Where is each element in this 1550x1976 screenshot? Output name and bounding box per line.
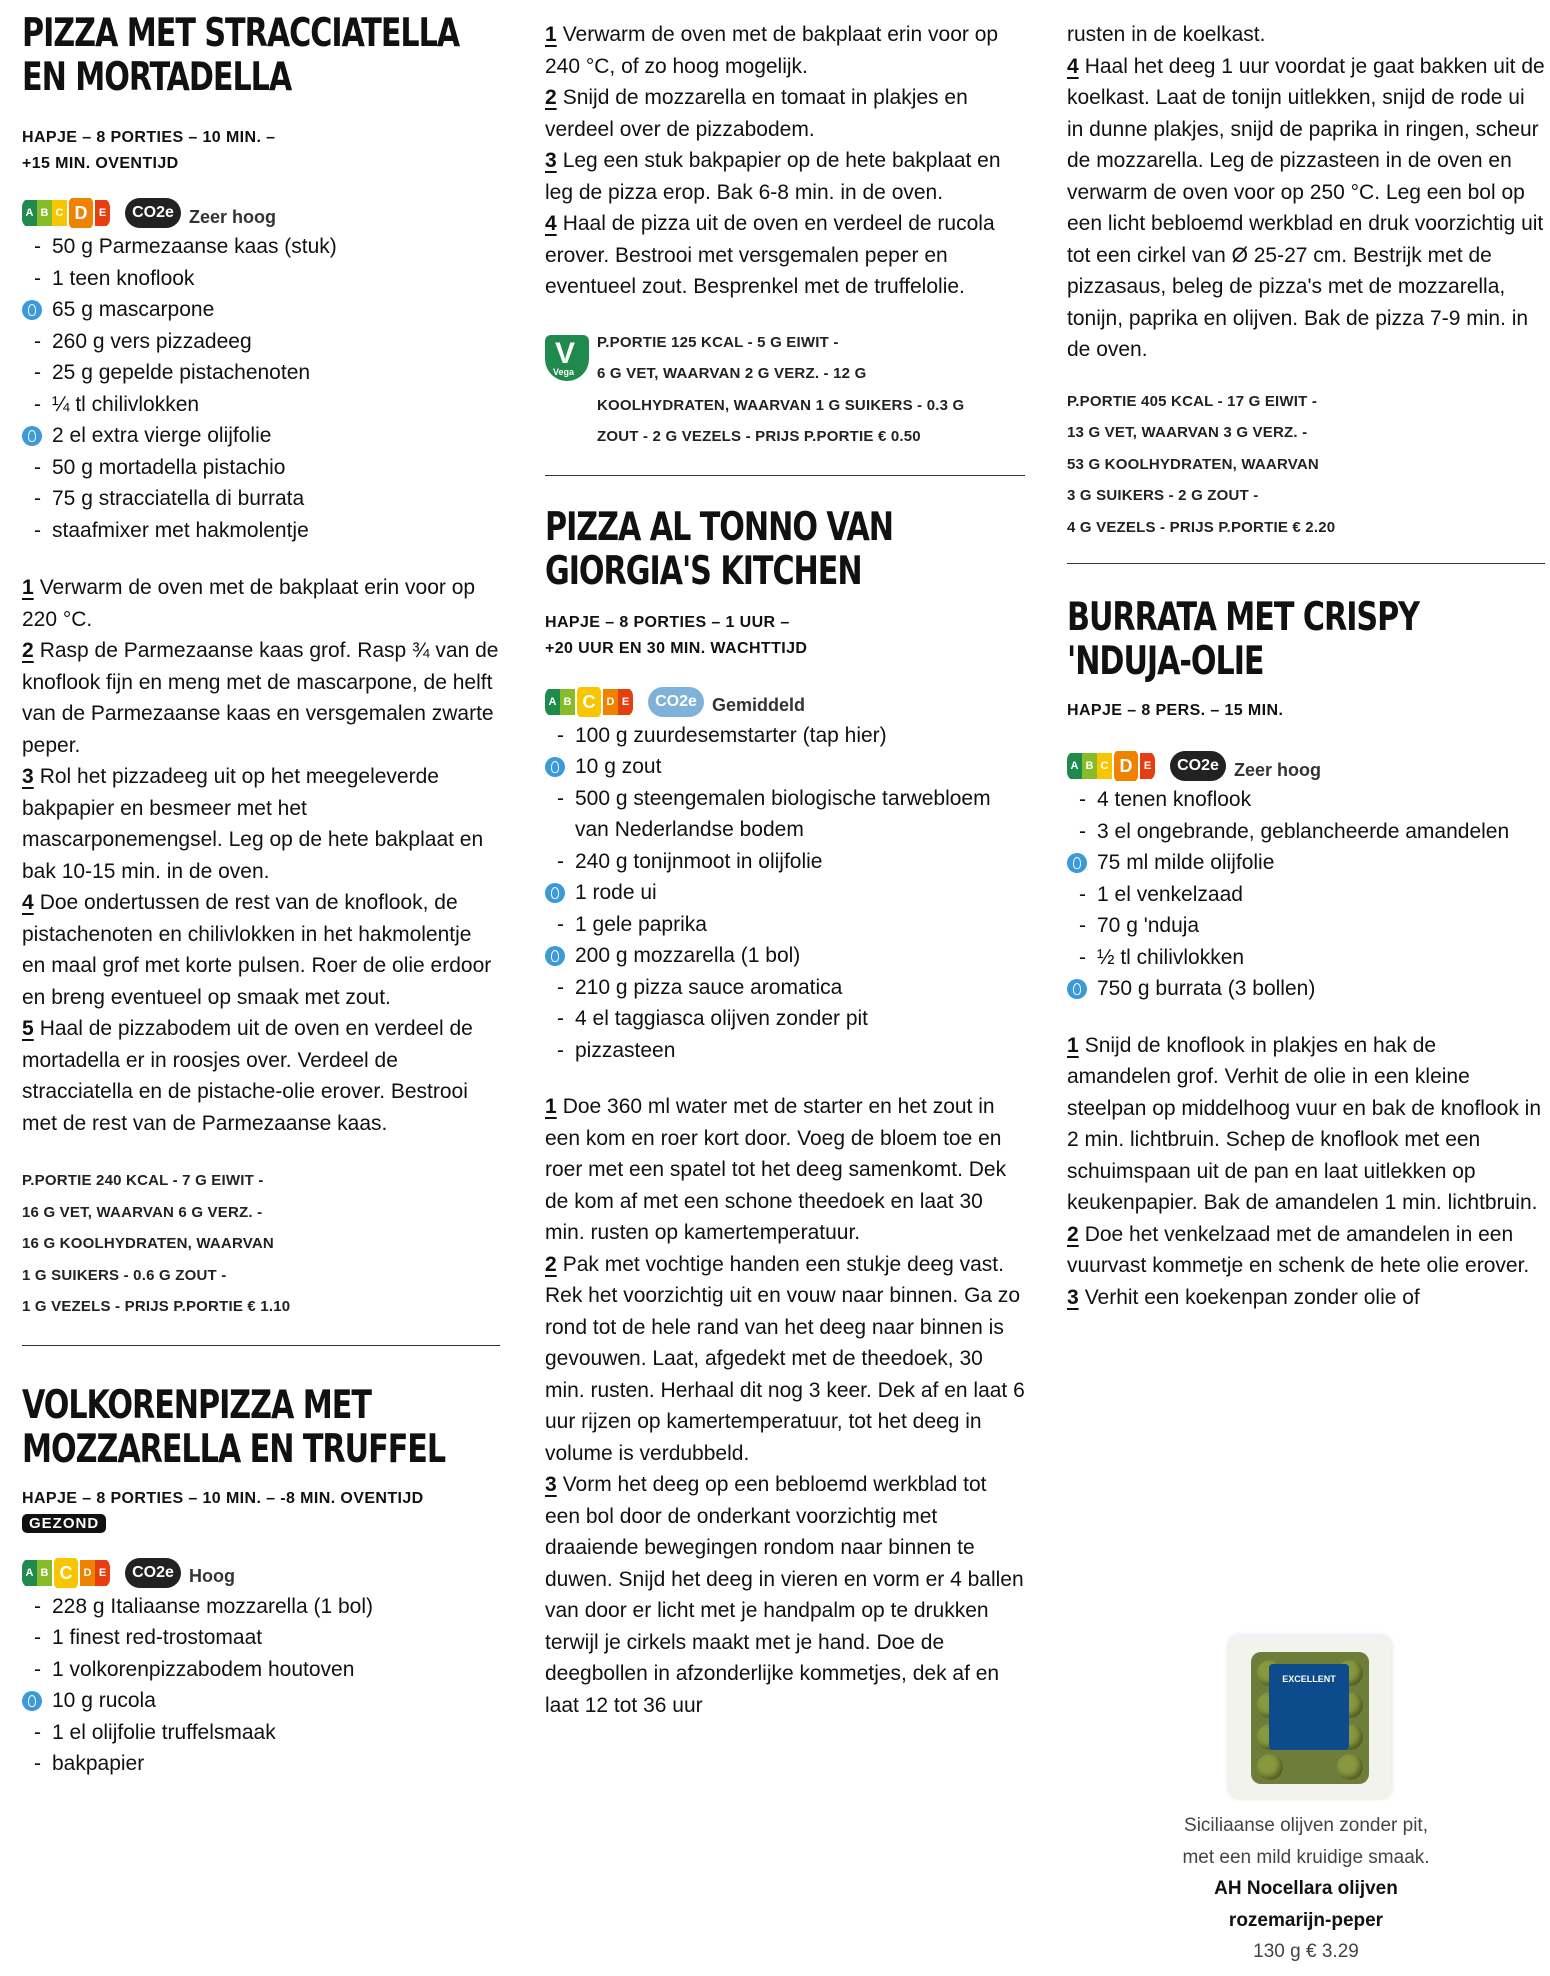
nutriscore-badge <box>22 198 110 228</box>
step <box>545 1249 1025 1470</box>
recipe-stracciatella <box>22 12 500 1323</box>
nutrition-info <box>1067 386 1545 544</box>
co2-label: Hoog <box>189 1566 235 1586</box>
step-number: 3 <box>545 149 557 172</box>
co2-label: Zeer hoog <box>189 206 277 227</box>
ingredient-item <box>22 231 500 263</box>
ingredient-text: 1 volkorenpizzabodem houtoven <box>52 1657 355 1681</box>
step <box>22 635 500 761</box>
ingredient-text: 750 g burrata (3 bollen) <box>1097 977 1316 1000</box>
ingredient-item <box>1067 973 1545 1005</box>
ingredient-text: 25 g gepelde pistachenoten <box>52 361 311 384</box>
nutrition-line: ZOUT - 2 G VEZELS - PRIJS P.PORTIE € 0.50 <box>597 428 921 445</box>
product-caption: Siciliaanse olijven zonder pit, met een mild kruidige smaak. AH Nocellara olijven rozemarijn-peper 130 g € 3.29 <box>1067 1810 1545 1968</box>
product-price: 130 g € 3.29 <box>1253 1941 1359 1962</box>
step-number: 3 <box>22 765 34 788</box>
step-number: 2 <box>545 86 557 109</box>
ingredient-text: pizzasteen <box>575 1038 676 1062</box>
step <box>545 145 1025 208</box>
ingredient-text: 4 el taggiasca olijven zonder pit <box>575 1007 869 1030</box>
nutriscore-e: E <box>95 1560 110 1586</box>
ingredient-text: 75 ml milde olijfolie <box>1097 851 1275 874</box>
product-name[interactable]: rozemarijn-peper <box>1228 1909 1384 1931</box>
ingredient-text: 1 finest red-trostomaat <box>52 1626 263 1649</box>
ingredient-item <box>1067 879 1545 911</box>
ingredient-text: 1 el venkelzaad <box>1097 882 1243 906</box>
nutrition-line: 13 G VET, WAARVAN 3 G VERZ. - <box>1067 424 1308 441</box>
steps <box>545 19 1025 303</box>
recipe-volkorenpizza <box>22 1384 500 1780</box>
divider <box>545 475 1025 476</box>
ingredient-item <box>22 389 500 421</box>
title-line: EN MORTADELLA <box>22 55 292 100</box>
steps <box>545 1091 1025 1721</box>
co2-label: Zeer hoog <box>1234 759 1322 780</box>
nutrition-line: 3 G SUIKERS - 2 G ZOUT - <box>1067 487 1259 504</box>
step-text: Verhit een koekenpan zonder olie of <box>1084 1285 1420 1309</box>
ingredient-text: 65 g mascarpone <box>52 298 215 321</box>
ingredient-text: 3 el ongebrande, geblancheerde amandelen <box>1097 819 1510 843</box>
co2e-icon: CO2e <box>1170 751 1226 781</box>
step-text: Verwarm de oven met de bakplaat erin voor op 220 °C. <box>22 576 476 631</box>
nutrition-line: 1 G VEZELS - PRIJS P.PORTIE € 1.10 <box>22 1298 291 1315</box>
nutriscore-e: E <box>618 689 633 715</box>
ingredient-text: 228 g Italiaanse mozzarella (1 bol) <box>52 1594 374 1618</box>
nutrition-line: 6 G VET, WAARVAN 2 G VERZ. - 12 G <box>597 365 867 382</box>
ah-product-icon[interactable] <box>22 426 42 446</box>
product-image[interactable] <box>1229 1636 1391 1798</box>
ingredient-item <box>545 1035 1025 1067</box>
ingredient-text: 500 g steengemalen biologische tarwebloem van Nederlandse bodem <box>575 786 991 841</box>
nutriscore-c: C <box>1097 753 1112 779</box>
steps-continued <box>1067 19 1545 366</box>
recipe-meta: HAPJE – 8 PORTIES – 10 MIN. – +15 MIN. OVENTIJD <box>22 129 276 172</box>
ingredient-item <box>22 326 500 358</box>
recipe-title: BURRATA MET CRISPY 'NDUJA-OLIE <box>1067 595 1420 684</box>
nutrition-info <box>597 327 964 453</box>
ingredient-item <box>22 1717 500 1749</box>
ingredient-text: 1 el olijfolie truffelsmaak <box>52 1720 276 1744</box>
recipe-meta: HAPJE – 8 PORTIES – 1 UUR – +20 UUR EN 30 MIN. WACHTTIJD <box>545 613 808 657</box>
ingredient-item <box>545 720 1025 752</box>
ingredient-item <box>1067 847 1545 879</box>
score-row <box>22 195 500 231</box>
recipe-title: VOLKORENPIZZA MET MOZZARELLA EN TRUFFEL <box>22 1382 446 1472</box>
step <box>545 19 1025 82</box>
nutriscore-a: A <box>22 200 37 226</box>
step-number: 4 <box>1067 54 1079 78</box>
ah-product-icon[interactable] <box>22 1691 42 1711</box>
step-number: 1 <box>545 23 557 46</box>
step-number: 4 <box>22 891 34 914</box>
ingredient-text: 10 g rucola <box>52 1689 156 1712</box>
nutriscore-c: C <box>575 687 603 717</box>
ingredient-item <box>545 751 1025 783</box>
step-text: Rol het pizzadeeg uit op het meegeleverde bakpapier en besmeer met het mascarponemengsel. Leg op de hete bakplaat en bak 10-15 min. in de oven. <box>22 765 484 883</box>
ingredient-text: 1 teen knoflook <box>52 266 195 290</box>
ingredient-text: staafmixer met hakmolentje <box>52 518 309 542</box>
step-number: 1 <box>545 1095 557 1118</box>
step <box>545 208 1025 303</box>
ingredient-item <box>22 1654 500 1686</box>
step-number: 2 <box>22 639 34 662</box>
ingredient-item <box>22 483 500 515</box>
ingredient-list <box>545 720 1025 1067</box>
vega-nutrition <box>545 327 1025 455</box>
ingredient-list <box>22 231 500 546</box>
ingredient-item <box>22 452 500 484</box>
ingredient-text: bakpapier <box>52 1752 145 1775</box>
ingredient-item <box>545 1003 1025 1035</box>
ingredient-text: 210 g pizza sauce aromatica <box>575 975 843 999</box>
step-text: Pak met vochtige handen een stukje deeg vast. Rek het voorzichtig uit en vouw naar binnen. Ga zo rond tot de hele rand van het deeg naar binnen is gevouwen. Laat, afgedekt met de theedoek, 30 min. rusten. Herhaal dit nog 3 keer. Dek af en laat 6 uur rijzen op kamertemperatuur, tot het deeg in volume is verdubbeld. <box>545 1252 1025 1465</box>
product-name[interactable]: AH Nocellara olijven <box>1214 1878 1398 1899</box>
ingredient-text: 260 g vers pizzadeeg <box>52 329 252 353</box>
ingredient-text: 75 g stracciatella di burrata <box>52 487 305 510</box>
nutrition-line: 53 G KOOLHYDRATEN, WAARVAN <box>1067 455 1319 473</box>
ingredient-text: 200 g mozzarella (1 bol) <box>575 944 801 967</box>
ah-product-icon[interactable] <box>545 946 565 966</box>
step <box>1067 1030 1545 1219</box>
ingredient-text: 70 g 'nduja <box>1097 914 1200 937</box>
product-ad[interactable] <box>1067 1636 1545 1968</box>
co2e-icon: CO2e <box>125 198 181 228</box>
step-text: Vorm het deeg op een bebloemd werkblad tot een bol door de onderkant voorzichtig met draaiende bewegingen rondom naar binnen te duwen. Snijd het deeg in vieren en vorm er 4 ballen van door er licht met je handpalm op te drukken terwijl je cirkels maakt met je hand. Doe de deegbollen in afzonderlijke kommetjes, dek af en laat 12 tot 36 uur <box>545 1473 1024 1717</box>
ingredient-item <box>545 783 1025 846</box>
step <box>1067 51 1545 366</box>
column-3 <box>1067 0 1545 1962</box>
ingredient-item <box>545 877 1025 909</box>
step <box>1067 1219 1545 1282</box>
step <box>545 1091 1025 1249</box>
ah-product-icon[interactable] <box>545 757 565 777</box>
step <box>545 1469 1025 1721</box>
ingredient-item <box>1067 942 1545 974</box>
ingredient-text: 240 g tonijnmoot in olijfolie <box>575 849 823 873</box>
title-line: PIZZA MET STRACCIATELLA <box>22 11 460 56</box>
nutriscore-d: D <box>603 689 618 715</box>
nutriscore-b: B <box>560 689 575 715</box>
step-text: Verwarm de oven met de bakplaat erin voor op 240 °C, of zo hoog mogelijk. <box>545 23 999 78</box>
ingredient-item <box>22 357 500 389</box>
ingredient-text: 1 rode ui <box>575 881 657 904</box>
ingredient-text: 100 g zuurdesemstarter (tap hier) <box>575 723 887 747</box>
ingredient-item <box>545 940 1025 972</box>
step-text: Snijd de knoflook in plakjes en hak de amandelen grof. Verhit de olie in een kleine steelpan op middelhoog vuur en bak de knoflook in 2 min. lichtbruin. Schep de knoflook met een schuimspaan uit de pan en laat uitlekken op keukenpapier. Bak de amandelen 1 min. lichtbruin. <box>1067 1033 1541 1214</box>
ingredient-item <box>22 263 500 295</box>
score-row <box>1067 748 1545 784</box>
ingredient-item <box>22 420 500 452</box>
nutriscore-b: B <box>1082 753 1097 779</box>
nutriscore-badge <box>545 687 633 717</box>
nutriscore-badge <box>1067 751 1155 781</box>
nutrition-line: 4 G VEZELS - PRIJS P.PORTIE € 2.20 <box>1067 518 1336 536</box>
step-text: Leg een stuk bakpapier op de hete bakplaat en leg de pizza erop. Bak 6-8 min. in de oven. <box>545 149 1001 204</box>
nutriscore-d: D <box>80 1560 95 1586</box>
ingredient-text: ½ tl chilivlokken <box>1097 945 1245 969</box>
step-text: Doe het venkelzaad met de amandelen in een vuurvast kommetje en schenk de hete olie erover. <box>1067 1222 1530 1277</box>
step <box>545 82 1025 145</box>
step <box>22 1013 500 1139</box>
step-text: Rasp de Parmezaanse kaas grof. Rasp ¾ van de knoflook fijn en meng met de mascarpone, de helft van de Parmezaanse kaas en versgemalen zwarte peper. <box>22 639 499 757</box>
step <box>1067 1282 1545 1314</box>
step-number: 1 <box>22 576 34 599</box>
nutriscore-a: A <box>545 689 560 715</box>
ingredient-item <box>545 846 1025 878</box>
column-1 <box>22 0 500 1780</box>
nutriscore-d: D <box>67 198 95 228</box>
nutrition-line: KOOLHYDRATEN, WAARVAN 1 G SUIKERS - 0.3 G <box>597 396 965 414</box>
step-number: 2 <box>545 1252 557 1276</box>
nutrition-line: P.PORTIE 125 KCAL - 5 G EIWIT - <box>597 333 839 351</box>
ingredient-list <box>22 1591 500 1780</box>
ingredient-item <box>22 1748 500 1780</box>
nutrition-line: 16 G KOOLHYDRATEN, WAARVAN <box>22 1235 274 1252</box>
recipe-burrata <box>1067 596 1545 1313</box>
step-text: Haal het deeg 1 uur voordat je gaat bakken uit de koelkast. Laat de tonijn uitlekken, snijd de rode ui in dunne plakjes, snijd de paprika in ringen, scheur de mozzarella. Leg de pizzasteen in de oven en verwarm de oven voor op 250 °C. Leg een bol op een licht bebloemd werkblad en druk voorzichtig uit tot een cirkel van Ø 25-27 cm. Bestrijk met de pizzasaus, beleg de pizza's met de mozzarella, tonijn, paprika en olijven. Bak de pizza 7-9 min. in de oven. <box>1067 54 1545 361</box>
ingredient-item <box>1067 816 1545 848</box>
co2e-icon: CO2e <box>648 687 704 717</box>
recipe-title <box>22 12 499 100</box>
ingredient-item <box>1067 910 1545 942</box>
step-text: Snijd de mozzarella en tomaat in plakjes en verdeel over de pizzabodem. <box>545 86 968 141</box>
ah-product-icon[interactable] <box>545 883 565 903</box>
ingredient-item <box>22 1591 500 1623</box>
step-number: 3 <box>545 1473 557 1496</box>
step <box>22 887 500 1013</box>
ah-product-icon[interactable] <box>1067 979 1087 999</box>
step-number: 1 <box>1067 1033 1079 1057</box>
score-row <box>22 1555 500 1591</box>
step-text: Doe ondertussen de rest van de knoflook, de pistachenoten en chilivlokken in het hakmolentje en maal grof met korte pulsen. Roer de olie erdoor en breng eventueel op smaak met zout. <box>22 891 492 1009</box>
ingredient-item <box>22 294 500 326</box>
continued-text: rusten in de koelkast. <box>1067 23 1266 46</box>
nutriscore-c: C <box>52 200 67 226</box>
divider <box>22 1345 500 1346</box>
nutrition-line: P.PORTIE 405 KCAL - 17 G EIWIT - <box>1067 392 1318 410</box>
recipe-title: PIZZA AL TONNO VAN GIORGIA'S KITCHEN <box>545 504 894 594</box>
ingredient-text: 10 g zout <box>575 755 662 778</box>
nutriscore-c: C <box>52 1558 80 1588</box>
ingredient-text: 2 el extra vierge olijfolie <box>52 424 272 447</box>
ingredient-text: 50 g Parmezaanse kaas (stuk) <box>52 235 337 258</box>
nutriscore-b: B <box>37 1560 52 1586</box>
ingredient-list <box>1067 784 1545 1005</box>
step-text: Haal de pizzabodem uit de oven en verdeel de mortadella er in roosjes over. Verdeel de stracciatella en de pistache-olie erover. Bestrooi met de rest van de Parmezaanse kaas. <box>22 1017 473 1135</box>
step-number: 5 <box>22 1017 34 1040</box>
divider <box>1067 563 1545 564</box>
nutriscore-d: D <box>1112 751 1140 781</box>
recipe-meta: HAPJE – 8 PORTIES – 10 MIN. – -8 MIN. OVENTIJD <box>22 1489 424 1507</box>
ingredient-item <box>22 1685 500 1717</box>
steps <box>22 572 500 1139</box>
ingredient-text: 50 g mortadella pistachio <box>52 455 286 479</box>
ingredient-item <box>545 972 1025 1004</box>
ingredient-text: ¼ tl chilivlokken <box>52 392 200 416</box>
ingredient-item <box>22 1622 500 1654</box>
nutriscore-e: E <box>95 200 110 226</box>
ingredient-item <box>22 515 500 547</box>
nutrition-line: 1 G SUIKERS - 0.6 G ZOUT - <box>22 1266 227 1284</box>
nutriscore-a: A <box>22 1560 37 1586</box>
ingredient-text: 4 tenen knoflook <box>1097 788 1252 811</box>
ingredient-item <box>545 909 1025 941</box>
nutriscore-e: E <box>1140 753 1155 779</box>
step-text: Haal de pizza uit de oven en verdeel de rucola erover. Bestrooi met versgemalen peper en eventueel zout. Besprenkel met de truffelolie. <box>545 212 995 298</box>
ah-product-icon[interactable] <box>1067 853 1087 873</box>
nutrition-line: P.PORTIE 240 KCAL - 7 G EIWIT - <box>22 1172 264 1189</box>
co2-label: Gemiddeld <box>712 695 806 715</box>
ah-product-icon[interactable] <box>22 300 42 320</box>
recipe-tonno <box>545 506 1025 1722</box>
ingredient-item <box>1067 784 1545 816</box>
column-2 <box>545 0 1025 1721</box>
step-number: 4 <box>545 212 557 235</box>
nutrition-line: 16 G VET, WAARVAN 6 G VERZ. - <box>22 1203 263 1221</box>
nutriscore-b: B <box>37 200 52 226</box>
step-number: 2 <box>1067 1222 1079 1246</box>
ingredient-text: 1 gele paprika <box>575 912 707 936</box>
step-number: 3 <box>1067 1285 1079 1309</box>
vega-icon: V Vega <box>545 335 591 389</box>
nutriscore-a: A <box>1067 753 1082 779</box>
step <box>22 761 500 887</box>
co2e-icon: CO2e <box>125 1558 181 1588</box>
step-text: Doe 360 ml water met de starter en het zout in een kom en roer kort door. Voeg de bloem toe en roer met een spatel tot het deeg samenkomt. Dek de kom af met een schone theedoek en laat 30 min. rusten op kamertemperatuur. <box>545 1095 1007 1244</box>
steps <box>1067 1030 1545 1314</box>
nutriscore-badge <box>22 1558 110 1588</box>
recipe-meta: HAPJE – 8 PERS. – 15 MIN. <box>1067 702 1284 719</box>
nutrition-info <box>22 1165 500 1323</box>
healthy-badge: GEZOND <box>22 1514 106 1533</box>
product-pack-label: EXCELLENT <box>1269 1664 1349 1750</box>
score-row <box>545 684 1025 720</box>
step <box>22 572 500 635</box>
